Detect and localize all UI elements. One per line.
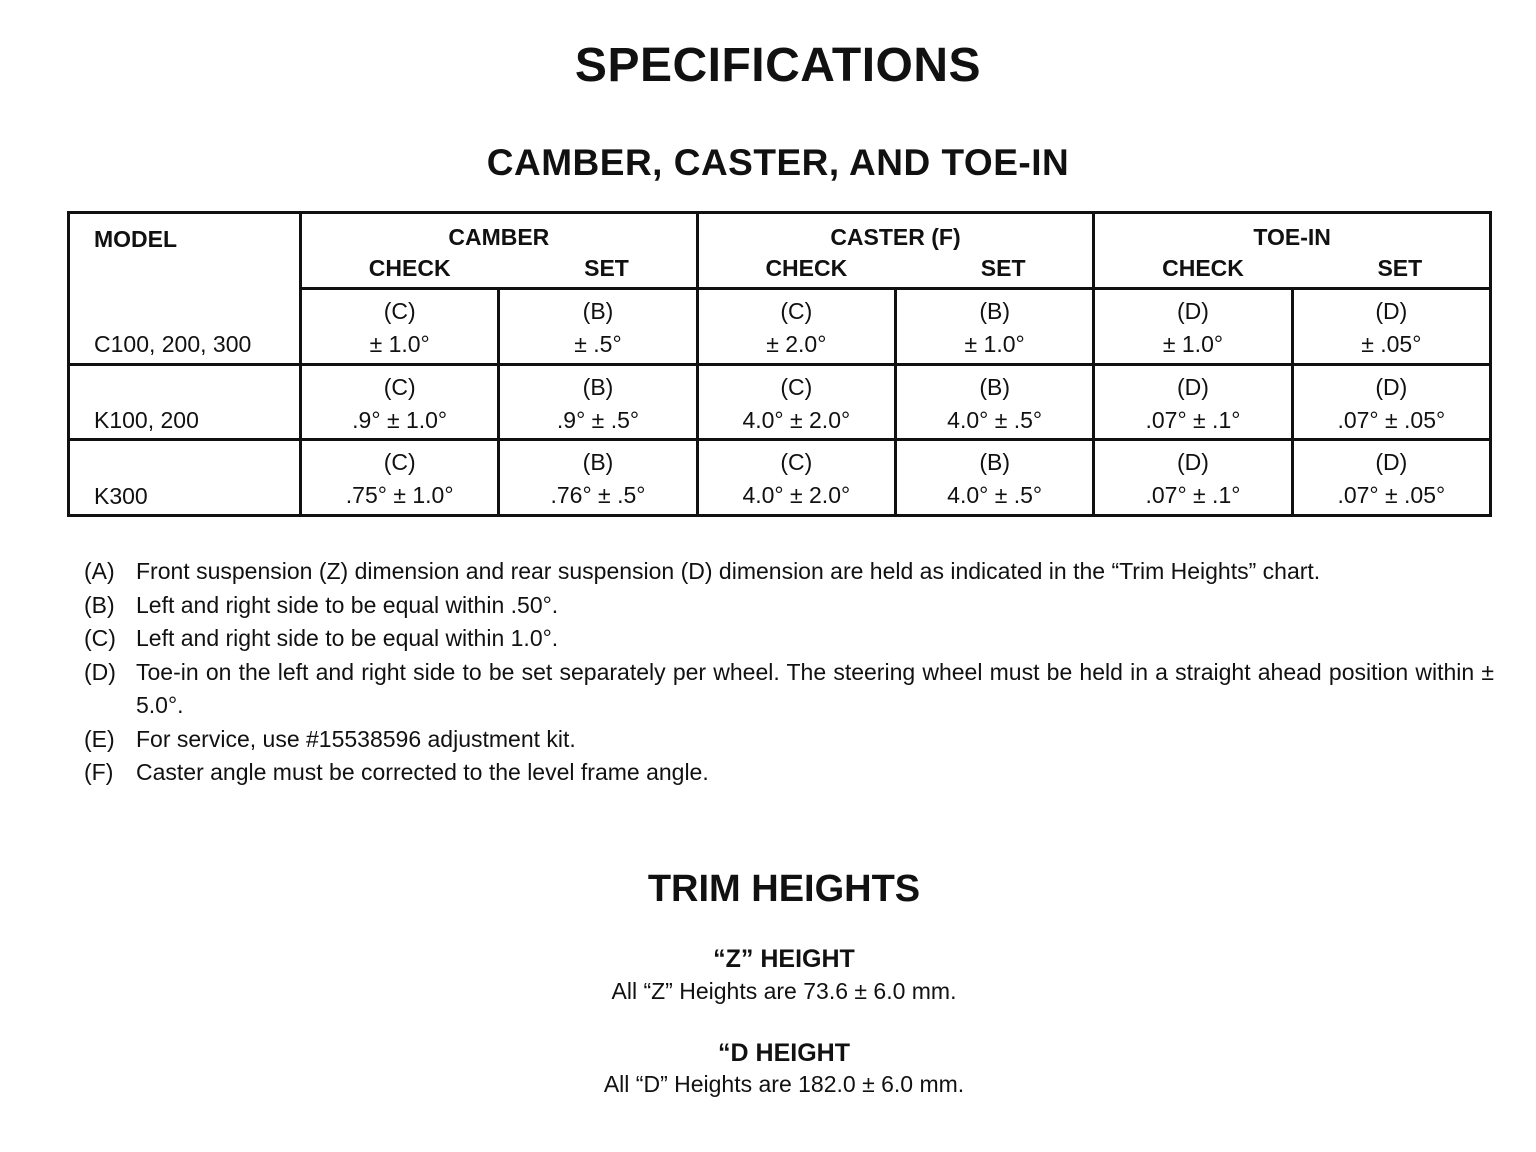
table-cell: (B) ± .5° (499, 289, 697, 365)
table-cell: (D) .07° ± .1° (1094, 440, 1292, 516)
table-row (69, 365, 1491, 440)
table-cell: (B) 4.0° ± .5° (895, 440, 1093, 516)
table-cell: (C) 4.0° ± 2.0° (697, 440, 895, 516)
caster-title: CASTER (F) (830, 224, 961, 250)
table-cell: (B) .76° ± .5° (499, 440, 697, 516)
table-cell: (D) .07° ± .05° (1292, 440, 1490, 516)
footnote: (F) Caster angle must be corrected to the level frame angle. (84, 759, 709, 785)
caster-header (697, 213, 1094, 289)
alignment-spec-table (67, 211, 1492, 517)
camber-check-label: CHECK (368, 255, 451, 281)
footnote: (E) For service, use #15538596 adjustment kit. (84, 725, 576, 752)
table-cell: (B) .9° ± .5° (499, 365, 697, 440)
table-cell: (D) ± .05° (1292, 289, 1490, 365)
table-cell: (C) .9° ± 1.0° (301, 365, 499, 440)
model-header: MODEL (69, 213, 301, 365)
footnote: (D) Toe-in on the left and right side to be set separately per wheel. The steering wheel must be held in a straight ahead position within ± 5.0°. (84, 658, 1494, 718)
table-cell: (C) ± 2.0° (697, 289, 895, 365)
d-height-text: All “D” Heights are 182.0 ± 6.0 mm. (603, 1071, 965, 1097)
footnotes (84, 555, 1494, 790)
toe-in-set-label: SET (1377, 255, 1423, 281)
toe-in-header (1094, 213, 1491, 289)
toe-in-title: TOE-IN (1253, 224, 1331, 250)
z-height-heading: “Z” HEIGHT (713, 945, 855, 973)
caster-set-label: SET (980, 255, 1026, 281)
table-cell: (C) .75° ± 1.0° (301, 440, 499, 516)
footnote: (A) Front suspension (Z) dimension and rear suspension (D) dimension are held as indicated in the “Trim Heights” chart. (84, 558, 1321, 584)
table-cell: (D) .07° ± .05° (1292, 365, 1490, 440)
camber-header (301, 213, 698, 289)
model-cell: C100, 200, 300 (94, 331, 252, 357)
table-cell: (D) ± 1.0° (1094, 289, 1292, 365)
camber-title: CAMBER (448, 224, 550, 250)
table-cell: (C) 4.0° ± 2.0° (697, 365, 895, 440)
camber-set-label: SET (584, 255, 629, 281)
model-cell: K100, 200 (69, 365, 301, 440)
z-height-text: All “Z” Heights are 73.6 ± 6.0 mm. (611, 978, 957, 1004)
caster-check-label: CHECK (765, 255, 848, 281)
table-cell: (B) ± 1.0° (895, 289, 1093, 365)
toe-in-check-label: CHECK (1162, 255, 1244, 281)
footnote: (C) Left and right side to be equal within 1.0°. (84, 625, 559, 651)
table-cell: (D) .07° ± .1° (1094, 365, 1292, 440)
section-title-alignment: CAMBER, CASTER, AND TOE-IN (486, 142, 1070, 183)
trim-heights-title: TRIM HEIGHTS (647, 868, 921, 910)
page-title: SPECIFICATIONS (574, 39, 982, 92)
table-cell: (B) 4.0° ± .5° (895, 365, 1093, 440)
table-row (69, 440, 1491, 516)
d-height-heading: “D HEIGHT (718, 1039, 850, 1067)
table-cell: (C) ± 1.0° (301, 289, 499, 365)
footnote: (B) Left and right side to be equal within .50°. (84, 591, 559, 618)
model-cell: K300 (69, 440, 301, 516)
table-header-row (69, 213, 1491, 289)
